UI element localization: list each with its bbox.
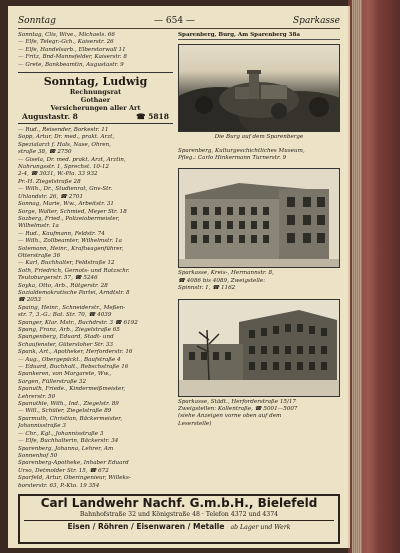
directory-entry: Otterstraße 36 [18,252,61,259]
left-column [18,32,173,490]
directory-entry: Sonnag, Marie, Ww., Arbeitstr. 31 [18,201,114,208]
directory-entry: Nahrungsstr. 1, Sprechst. 10-12 [18,164,109,171]
castle-photo [178,44,340,132]
directory-entry: Spezialarzt f. Hals, Nase, Ohren, [18,141,111,148]
stadtsparkasse-entry [178,399,340,429]
directory-entry: Sparenberg, Kulturgeschichtliches Museum, [178,147,305,154]
directory-entry: Sonnenhof 50 [18,452,58,459]
directory-entry: Pfleg.: Carlo Hinkermann Turnerstr. 9 [178,155,287,162]
landwehr-title: Carl Landwehr Nachf. G.m.b.H., Bielefeld [40,496,318,510]
directory-entry: Spang, Franz, Arb., Ziegelstraße 65 [18,327,120,333]
ad-contact [18,112,173,121]
directory-entry: Spanuthle, Wilh., Ind., Ziegelstr. 89 [18,401,119,408]
directory-entry: Johannisstraße 3 [18,423,66,430]
directory-entry: — Wilh., Dr., Studienrat, Gnv-Str. [18,186,113,193]
directory-entry: Sotemann, Heinr., Kraftwagenführer, [18,245,124,252]
directory-entry: Spinnstr. 1, ☎ 1162 [178,285,236,292]
directory-entry: Sopp, Artur, Dr. med., prakt. Arzt, [18,134,115,141]
kreissparkasse-photo [178,168,340,268]
directory-entry: 2-4, ☎ 3031, W.-Pla. 33 932 [18,171,98,178]
directory-entry: Sozialdemokratische Partei, Arndtstr. 8 [18,289,130,296]
sonntag-advertisement [18,72,173,124]
directory-entry: Sparenberg, Johanna, Lehrer, Am [18,445,114,452]
directory-entry: str. 7, 3.-G.: Bat. Str. 70, ☎ 4039 [18,312,112,319]
directory-entry: Urso, Detmolder Str. 15, ☎ 672 [18,467,109,474]
directory-entry: Sargen, Füllerstraße 32 [18,378,87,385]
right-column [178,32,340,428]
directory-entry: — Eduard, Buchhalt., Rebschstraße 16 [18,364,129,371]
kreissparkasse-building [179,169,339,267]
directory-entry: — Fritz, Bnd-Mannsfelder, Kaiserstr. 8 [18,54,127,61]
stadtsparkasse-building [179,300,339,396]
landwehr-stock: ab Lager und Werk [230,524,291,531]
directory-entry: borsterstr. 63, P.-Kto. 19 354 [18,482,100,489]
ad-title2: Gothaer [80,96,111,105]
page-header [18,14,340,29]
directory-entry: ☎ 4086 bis 4089, Zweigstelle: [178,277,266,284]
directory-entry: — Karl, Buchhalter, Feldstraße 12 [18,260,115,267]
directory-entry: Spangenberg, Eduard, Stadt- und [18,334,114,341]
page-number: — 654 — [154,16,195,26]
directory-entry: — Gisela, Dr. med. prakt. Arzt, Arztin, [18,156,126,163]
header-right: Sparkasse [293,16,340,26]
directory-entry: Spanger, Klar. Mstr., Buchdrstr. 3 ☎ 6192 [18,319,138,326]
directory-entry: Soyka, Otto, Arb., Rütgerstr. 28 [18,282,108,289]
sparenberg-burg-entry: Sparenberg, Burg, Am Sparenberg 38a [178,32,340,40]
directory-entry: Sonntag, Clis, Wive., Michaels. 66 [18,32,115,38]
ad-title3: Versicherungen aller Art [50,104,141,113]
directory-entry: — Aug., Obergepäckt., Baufstraße 4 [18,356,121,363]
directory-entry: Sparfeld, Artur, Oberingenieur, Willeks- [18,475,131,482]
page-edges [352,0,362,553]
directory-entry: Sparkasse, Städt., Herforderstraße 15/17 [178,398,296,405]
directory-entry: Leserstelle) [178,420,212,427]
directory-entry: Uhlandstr. 26, ☎ 2701 [18,193,84,200]
directory-entry: Sparenberg-Apotheke, Inhaber Eduard [18,460,129,467]
directory-entry: ☎ 2053 [18,297,41,304]
directory-entry: Sozberg, Fried., Polizeiobermeister, [18,215,120,222]
ad-phone: ☎ 5818 [136,112,169,122]
directory-entry: Spankeren, von Margarete, Ww., [18,371,112,378]
directory-entry: Spank, Art., Apotheker, Herforderstr. 16 [18,349,133,356]
directory-page [8,6,348,548]
castle-caption: Die Burg auf dem Sparenberge [214,134,304,141]
entries-bottom [18,127,173,490]
castle-illustration [179,45,339,131]
museum-entry [178,148,340,163]
directory-entry: — Rud., Kaufmann, Feldstr. 74 [18,230,105,237]
directory-entry: straße 38, ☎ 2750 [18,149,72,156]
directory-entry: — Wilh., Zollbeamter, Wilhelmstr. 1a [18,238,122,245]
landwehr-address: Bahnhofstraße 32 und Königstraße 48 · Telefon 4372 und 4374 [79,511,279,518]
directory-entry: Schaufenster, Gütersloher Str. 33 [18,341,114,348]
directory-entry: Pr.-H. Ziegelstraße 28 [18,178,81,185]
directory-entry: — Grete, Bankbeamtin, Augustastr. 9 [18,61,124,68]
stadtsparkasse-photo [178,299,340,397]
directory-entry: Sorge, Walter, Schmied, Meyer Str. 18 [18,208,127,215]
landwehr-advertisement [18,494,340,544]
directory-entry: — Rud., Reisender, Borkestr. 11 [18,127,109,134]
directory-entry: Sparkasse, Kreis-, Hermannstr. 8, [178,270,274,277]
directory-entry: Soth, Friedrich, Gernots- und Ratzschr. [18,267,130,274]
directory-entry: Sparmuth, Christian, Bäckermeister, [18,415,123,422]
directory-entry: Wilhelmstr. 1a [18,223,59,230]
ad-street: Augustastr. 8 [22,112,78,122]
directory-entry: Spaing, Heinr., Schneiderstr., Meßen- [18,304,126,311]
directory-entry: — Chr., Kgl., Johannisstraße 3 [18,430,104,437]
directory-entry: — Elfe, Handelsarb., Elberstorwall 11 [18,46,126,53]
directory-entry: — Elfe, Buchhalterin, Bäckerstr. 34 [18,438,119,445]
directory-entry: — Will., Schüler, Ziegelstraße 89 [18,408,112,415]
directory-entry: Zweigstellen: Kollentraße, ☎ 5001—5007 [178,406,298,413]
landwehr-goods: Eisen / Röhren / Eisenwaren / Metalle [67,522,225,531]
ad-name: Sonntag, Ludwig [43,75,148,89]
directory-entry: (siehe Anzeigen vorne oben auf dem [178,413,282,420]
directory-entry: Lehrerstr. 50 [18,393,56,400]
entries-top [18,32,173,69]
directory-entry: Teutoburgerstr. 57, ☎ 5246 [18,275,98,282]
header-left: Sonntag [18,16,56,26]
directory-entry: Spanuth, Friede., Kindermeißmeister, [18,386,126,393]
ad-title1: Rechnungsrat [69,88,122,97]
landwehr-goods-row [24,520,334,532]
kreissparkasse-entry [178,270,340,292]
directory-entry: — Elfe, Telegr.-Gch., Kaiserstr. 26 [18,39,114,46]
